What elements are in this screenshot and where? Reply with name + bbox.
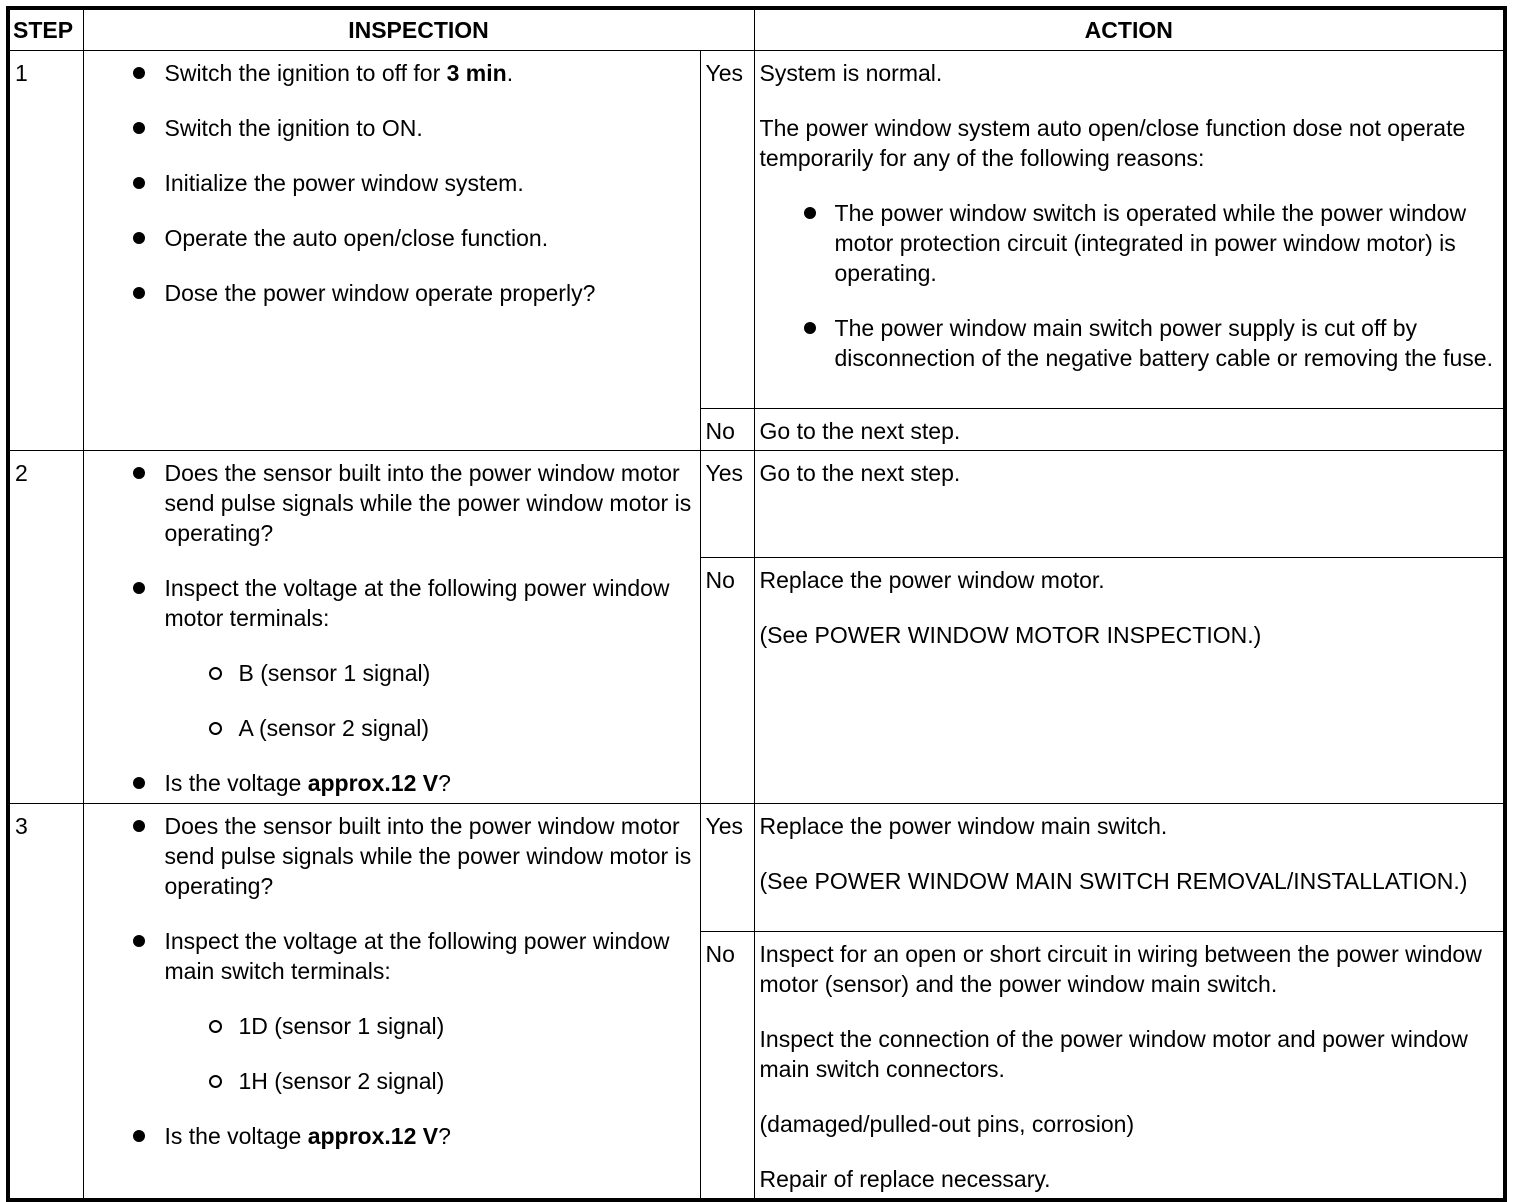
action-yes-cell xyxy=(754,804,1505,932)
terminal-list xyxy=(165,658,692,743)
action-text: (See POWER WINDOW MOTOR INSPECTION.) xyxy=(759,622,1262,648)
inspection-list xyxy=(84,458,692,798)
inspection-list xyxy=(84,811,692,1151)
action-text: Repair of replace necessary. xyxy=(759,1166,1051,1192)
step-number: 2 xyxy=(8,451,83,804)
no-label: No xyxy=(700,409,754,451)
step-3-yes-row xyxy=(8,804,1505,932)
action-text: Replace the power window main switch. xyxy=(759,813,1168,839)
terminal-item: A (sensor 2 signal) xyxy=(165,713,692,743)
inspection-item: Switch the ignition to ON. xyxy=(84,113,692,143)
action-no-cell xyxy=(754,932,1505,1201)
reason-list xyxy=(760,198,1498,373)
action-text: Go to the next step. xyxy=(759,460,961,486)
reason-item: The power window main switch power supply is cut off by disconnection of the negative battery cable or removing the fuse. xyxy=(760,313,1498,373)
inspection-item: Is the voltage approx.12 V? xyxy=(84,768,692,798)
no-label: No xyxy=(700,558,754,804)
inspection-item: Switch the ignition to off for 3 min. xyxy=(84,58,692,88)
inspection-item: Operate the auto open/close function. xyxy=(84,223,692,253)
step-header: STEP xyxy=(8,8,83,51)
no-label: No xyxy=(700,932,754,1201)
action-text: The power window system auto open/close function dose not operate temporarily for any of the following reasons: xyxy=(759,115,1466,171)
reason-item: The power window switch is operated while the power window motor protection circuit (integrated in power window motor) is operating. xyxy=(760,198,1498,288)
yes-label: Yes xyxy=(700,51,754,409)
inspection-item: Inspect the voltage at the following power window main switch terminals: 1D (sensor 1 signal) 1H (sensor 2 signal) xyxy=(84,926,692,1096)
header-row xyxy=(8,8,1505,51)
action-text: Inspect the connection of the power window motor and power window main switch connectors. xyxy=(759,1026,1468,1082)
troubleshooting-table xyxy=(6,6,1507,1202)
terminal-item: 1D (sensor 1 signal) xyxy=(165,1011,692,1041)
inspection-item: Inspect the voltage at the following power window motor terminals: B (sensor 1 signal) A (sensor 2 signal) xyxy=(84,573,692,743)
step-number: 1 xyxy=(8,51,83,451)
inspection-item: Is the voltage approx.12 V? xyxy=(84,1121,692,1151)
action-yes-cell xyxy=(754,51,1505,409)
action-text: Inspect for an open or short circuit in wiring between the power window motor (sensor) and the power window main switch. xyxy=(759,941,1482,997)
step-number: 3 xyxy=(8,804,83,1201)
inspection-cell xyxy=(83,804,700,1201)
action-text: (See POWER WINDOW MAIN SWITCH REMOVAL/INSTALLATION.) xyxy=(759,868,1468,894)
action-header: ACTION xyxy=(754,8,1505,51)
inspection-item: Dose the power window operate properly? xyxy=(84,278,692,308)
terminal-list xyxy=(165,1011,692,1096)
inspection-cell xyxy=(83,51,700,451)
yes-label: Yes xyxy=(700,804,754,932)
action-text: Go to the next step. xyxy=(759,418,961,444)
action-yes-cell xyxy=(754,451,1505,558)
inspection-item: Does the sensor built into the power window motor send pulse signals while the power window motor is operating? xyxy=(84,811,692,901)
inspection-list xyxy=(84,58,692,308)
action-no-cell xyxy=(754,409,1505,451)
action-no-cell xyxy=(754,558,1505,804)
action-text: (damaged/pulled-out pins, corrosion) xyxy=(759,1111,1135,1137)
inspection-item: Does the sensor built into the power window motor send pulse signals while the power window motor is operating? xyxy=(84,458,692,548)
inspection-cell xyxy=(83,451,700,804)
yes-label: Yes xyxy=(700,451,754,558)
step-2-yes-row xyxy=(8,451,1505,558)
action-text: Replace the power window motor. xyxy=(759,567,1105,593)
step-1-yes-row xyxy=(8,51,1505,409)
terminal-item: B (sensor 1 signal) xyxy=(165,658,692,688)
action-text: System is normal. xyxy=(759,60,943,86)
inspection-header: INSPECTION xyxy=(83,8,754,51)
inspection-item: Initialize the power window system. xyxy=(84,168,692,198)
terminal-item: 1H (sensor 2 signal) xyxy=(165,1066,692,1096)
